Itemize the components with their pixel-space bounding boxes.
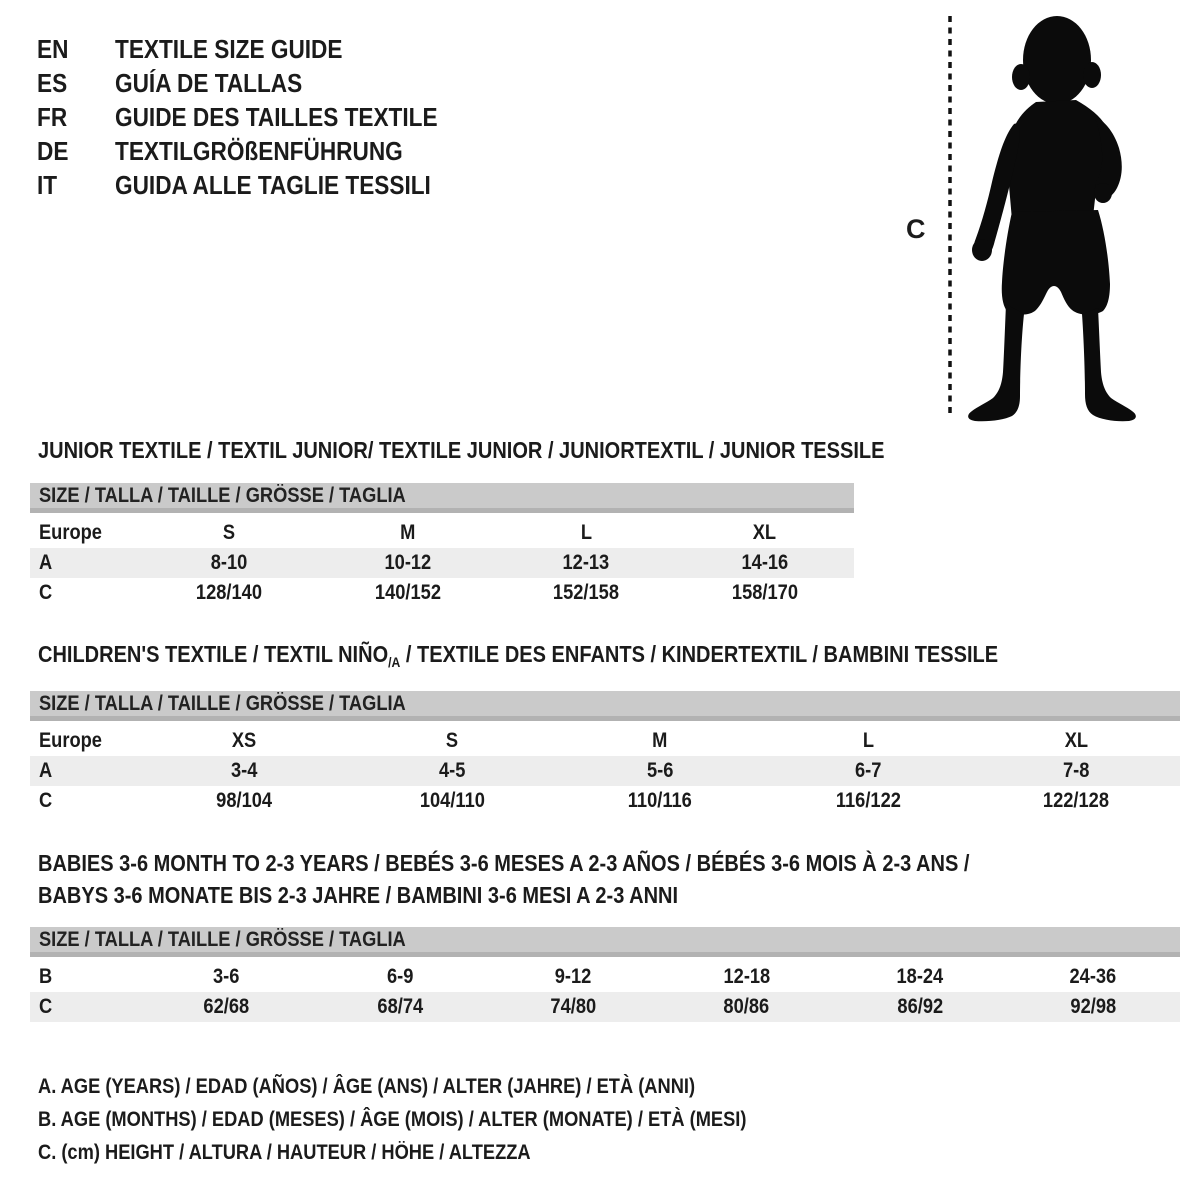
language-code: DE xyxy=(37,135,69,166)
cell-value: 116/122 xyxy=(835,789,901,812)
cell-value: 3-6 xyxy=(213,965,240,988)
language-title: GUIDA ALLE TAGLIE TESSILI xyxy=(115,169,431,200)
cell-value: 80/86 xyxy=(660,992,833,1022)
legend-line-a: A. AGE (YEARS) / EDAD (AÑOS) / ÂGE (ANS) / ALTER (JAHRE) / ETÀ (ANNI) xyxy=(38,1075,696,1098)
column-header: M xyxy=(652,729,668,752)
cell-value: 92/98 xyxy=(1007,992,1180,1022)
legend-line-b: B. AGE (MONTHS) / EDAD (MESES) / ÂGE (MOIS) / ALTER (MONATE) / ETÀ (MESI) xyxy=(38,1108,747,1131)
size-table-babies xyxy=(30,927,1180,1022)
cell-value: 5-6 xyxy=(556,756,764,786)
table-row xyxy=(30,548,854,578)
table-row xyxy=(30,962,1180,992)
language-row xyxy=(37,134,486,168)
language-row xyxy=(37,168,486,202)
cell-value: 6-7 xyxy=(764,756,972,786)
cell-value: 4-5 xyxy=(348,756,556,786)
row-label: C xyxy=(39,581,53,604)
language-title: GUÍA DE TALLAS xyxy=(115,67,303,98)
cell-value: 68/74 xyxy=(313,992,486,1022)
section-title-junior: JUNIOR TEXTILE / TEXTIL JUNIOR/ TEXTILE JUNIOR / JUNIORTEXTIL / JUNIOR TESSILE xyxy=(38,437,885,463)
size-header-bar: SIZE / TALLA / TAILLE / GRÖSSE / TAGLIA xyxy=(30,691,1180,721)
column-header: XS xyxy=(231,729,257,752)
cell-value: 122/128 xyxy=(1042,789,1110,812)
language-title: TEXTILGRÖßENFÜHRUNG xyxy=(115,135,403,166)
legend xyxy=(38,1070,852,1169)
column-header: XL xyxy=(753,521,777,544)
size-table-children xyxy=(30,691,1180,816)
cell-value: 8-10 xyxy=(140,548,319,578)
region-label: Europe xyxy=(39,521,102,544)
size-header-bar: SIZE / TALLA / TAILLE / GRÖSSE / TAGLIA xyxy=(30,483,854,513)
cell-value: 24-36 xyxy=(1069,965,1117,988)
cell-value: 152/158 xyxy=(553,581,620,604)
cell-value: 128/140 xyxy=(196,581,263,604)
cell-value: 10-12 xyxy=(319,548,498,578)
language-code: ES xyxy=(37,67,68,98)
language-code: FR xyxy=(37,101,68,132)
language-title: GUIDE DES TAILLES TEXTILE xyxy=(115,101,438,132)
language-title: TEXTILE SIZE GUIDE xyxy=(115,33,343,64)
table-row xyxy=(30,786,1180,816)
language-code: IT xyxy=(37,169,58,200)
language-code: EN xyxy=(37,33,69,64)
cell-value: 74/80 xyxy=(487,992,660,1022)
table-row xyxy=(30,578,854,608)
baby-silhouette xyxy=(968,16,1136,421)
column-header: XL xyxy=(1064,729,1088,752)
language-row xyxy=(37,66,486,100)
region-label: Europe xyxy=(39,729,102,752)
row-label: A xyxy=(30,756,140,786)
language-header xyxy=(37,32,486,202)
language-row xyxy=(37,100,486,134)
column-header: L xyxy=(580,521,592,544)
cell-value: 62/68 xyxy=(140,992,313,1022)
cell-value: 86/92 xyxy=(833,992,1006,1022)
section-title-children: CHILDREN'S TEXTILE / TEXTIL $NIÑO_{/A}$ / TEXTILE DES ENFANTS / KINDERTEXTIL / BAMBINI TESSILE xyxy=(38,641,999,670)
cell-value: 12-13 xyxy=(497,548,676,578)
language-row xyxy=(37,32,486,66)
row-label: C xyxy=(39,789,53,812)
size-header-bar: SIZE / TALLA / TAILLE / GRÖSSE / TAGLIA xyxy=(30,927,1180,957)
column-header: S xyxy=(445,729,459,752)
table-row xyxy=(30,992,1180,1022)
cell-value: 98/104 xyxy=(216,789,272,812)
baby-silhouette-figure xyxy=(900,4,1150,424)
legend-line-c: C. (cm) HEIGHT / ALTURA / HAUTEUR / HÖHE / ALTEZZA xyxy=(38,1141,531,1164)
cell-value: 12-18 xyxy=(723,965,771,988)
cell-value: 14-16 xyxy=(676,548,855,578)
column-header: S xyxy=(223,521,236,544)
cell-value: 9-12 xyxy=(555,965,592,988)
section-title-babies: BABIES 3-6 MONTH TO 2-3 YEARS / BEBÉS 3-6 MESES A 2-3 AÑOS / BÉBÉS 3-6 MOIS À 2-3 ANS / BABYS 3-6 MONATE BIS 2-3 JAHRE / BAMBINI 3-6 MESI A 2-3 ANNI xyxy=(38,850,970,908)
cell-value: 110/116 xyxy=(627,789,693,812)
row-label: A xyxy=(30,548,140,578)
cell-value: 3-4 xyxy=(140,756,348,786)
cell-value: 7-8 xyxy=(972,756,1180,786)
row-label: C xyxy=(30,992,140,1022)
table-row xyxy=(30,756,1180,786)
size-table-junior xyxy=(30,483,854,608)
cell-value: 6-9 xyxy=(386,965,414,988)
column-header: M xyxy=(400,521,416,544)
cell-value: 140/152 xyxy=(374,581,441,604)
cell-value: 104/110 xyxy=(419,789,485,812)
height-measure-label: C xyxy=(906,214,926,244)
cell-value: 158/170 xyxy=(731,581,798,604)
cell-value: 18-24 xyxy=(896,965,944,988)
column-header: L xyxy=(862,729,874,752)
row-label: B xyxy=(39,965,53,988)
